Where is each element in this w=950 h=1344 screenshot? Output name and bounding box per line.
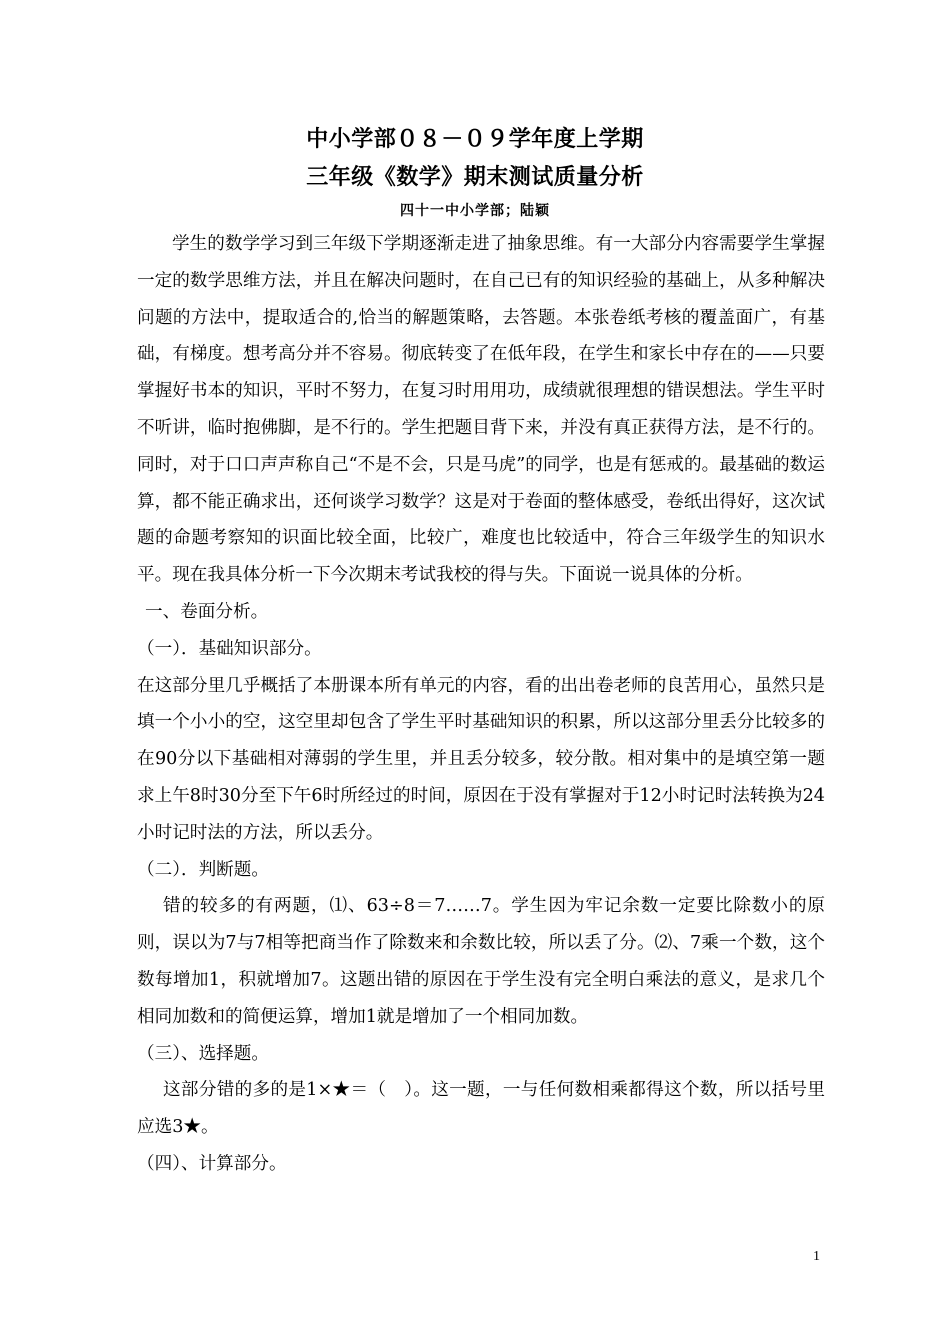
subsection-heading: （一）．基础知识部分。 [137, 638, 322, 659]
section-heading: 一、卷面分析。 [145, 601, 269, 622]
subsection-heading: （四）、计算部分。 [137, 1153, 287, 1174]
document-title: 中小学部０８－０９学年度上学期 [306, 127, 644, 152]
body-paragraph: 这部分错的多的是1×★＝（ ）。这一题，一与任何数相乘都得这个数，所以括号里应选3★。 [137, 1080, 825, 1138]
document-body [137, 226, 825, 1183]
body-paragraph: 错的较多的有两题，⑴、63÷8＝7……7。学生因为牢记余数一定要比除数小的原则，误以为7与7相等把商当作了除数来和余数比较，所以丢了分。⑵、7乘一个数，这个数每增加1，积就增加7。这题出错的原因在于学生没有完全明白乘法的意义，是求几个相同加数和的简便运算，增加1就是增加了一个相同加数。 [137, 896, 825, 1027]
subsection-heading: （三）、选择题。 [137, 1043, 269, 1064]
page-number: 1 [813, 1249, 820, 1264]
body-paragraph: 在这部分里几乎概括了本册课本所有单元的内容，看的出出卷老师的良苦用心，虽然只是填一个小小的空，这空里却包含了学生平时基础知识的积累，所以这部分里丢分比较多的在90分以下基础相对薄弱的学生里，并且丢分较多，较分散。相对集中的是填空第一题求上午8时30分至下午6时所经过的时间，原因在于没有掌握对于12小时记时法转换为24小时记时法的方法，所以丢分。 [137, 675, 825, 843]
document-subtitle: 三年级《数学》期末测试质量分析 [306, 165, 644, 190]
author-line: 四十一中小学部；陆颖 [400, 203, 550, 219]
subsection-heading: （二）．判断题。 [137, 859, 269, 880]
intro-paragraph: 学生的数学学习到三年级下学期逐渐走进了抽象思维。有一大部分内容需要学生掌握一定的数学思维方法，并且在解决问题时，在自己已有的知识经验的基础上，从多种解决问题的方法中，提取适合的,恰当的解题策略，去答题。本张卷纸考核的覆盖面广，有基础，有梯度。想考高分并不容易。彻底转变了在低年段，在学生和家长中存在的——只要掌握好书本的知识，平时不努力，在复习时用用功，成绩就很理想的错误想法。学生平时不听讲，临时抱佛脚，是不行的。学生把题目背下来，并没有真正获得方法，是不行的。同时，对于口口声声称自己“不是不会，只是马虎”的同学，也是有惩戒的。最基础的数运算，都不能正确求出，还何谈学习数学？这是对于卷面的整体感受，卷纸出得好，这次试题的命题考察知的识面比较全面，比较广，难度也比较适中，符合三年级学生的知识水平。现在我具体分析一下今次期末考试我校的得与失。下面说一说具体的分析。 [137, 234, 825, 586]
